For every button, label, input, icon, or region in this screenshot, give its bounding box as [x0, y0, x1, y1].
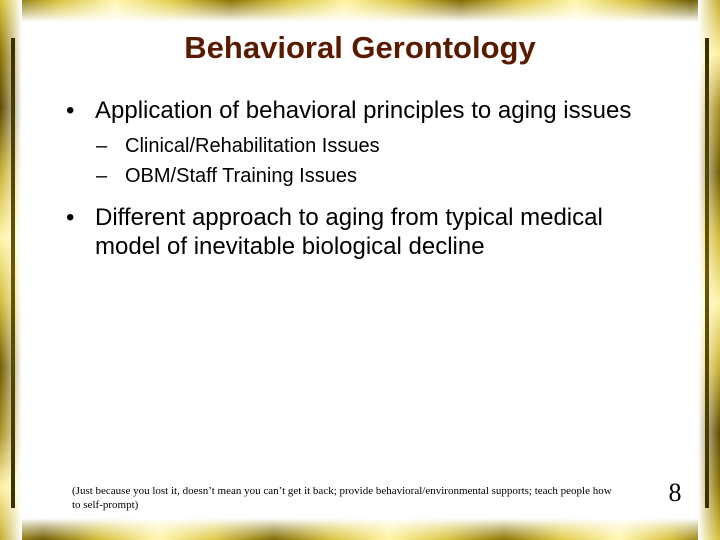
bullet-list	[66, 96, 666, 261]
bullet-text: Different approach to aging from typical medical model of inevitable biological decline	[95, 204, 603, 260]
footnote: (Just because you lost it, doesn’t mean you can’t get it back; provide behavioral/environmental supports; teach people how to self-prompt)	[72, 485, 612, 511]
bullet-item	[66, 203, 666, 261]
slide-title: Behavioral Gerontology	[184, 30, 536, 65]
sub-bullet-marker: –	[96, 135, 108, 157]
left-dark-edge	[11, 38, 15, 508]
bullet-item	[66, 96, 666, 125]
sub-bullet-item	[66, 131, 666, 161]
right-gold-border	[698, 0, 720, 540]
sub-bullet-marker: –	[96, 165, 108, 187]
sub-bullet-text: OBM/Staff Training Issues	[125, 165, 357, 187]
bottom-gold-border	[0, 518, 720, 540]
bullet-text: Application of behavioral principles to aging issues	[95, 97, 632, 124]
bullet-marker: •	[66, 204, 75, 231]
sub-bullet-item	[66, 161, 666, 191]
right-dark-edge	[705, 38, 709, 508]
sub-bullet-list	[66, 131, 666, 191]
top-gold-border	[0, 0, 720, 22]
page-number: 8	[668, 478, 682, 507]
bullet-marker: •	[66, 97, 75, 124]
sub-bullet-text: Clinical/Rehabilitation Issues	[125, 135, 380, 157]
